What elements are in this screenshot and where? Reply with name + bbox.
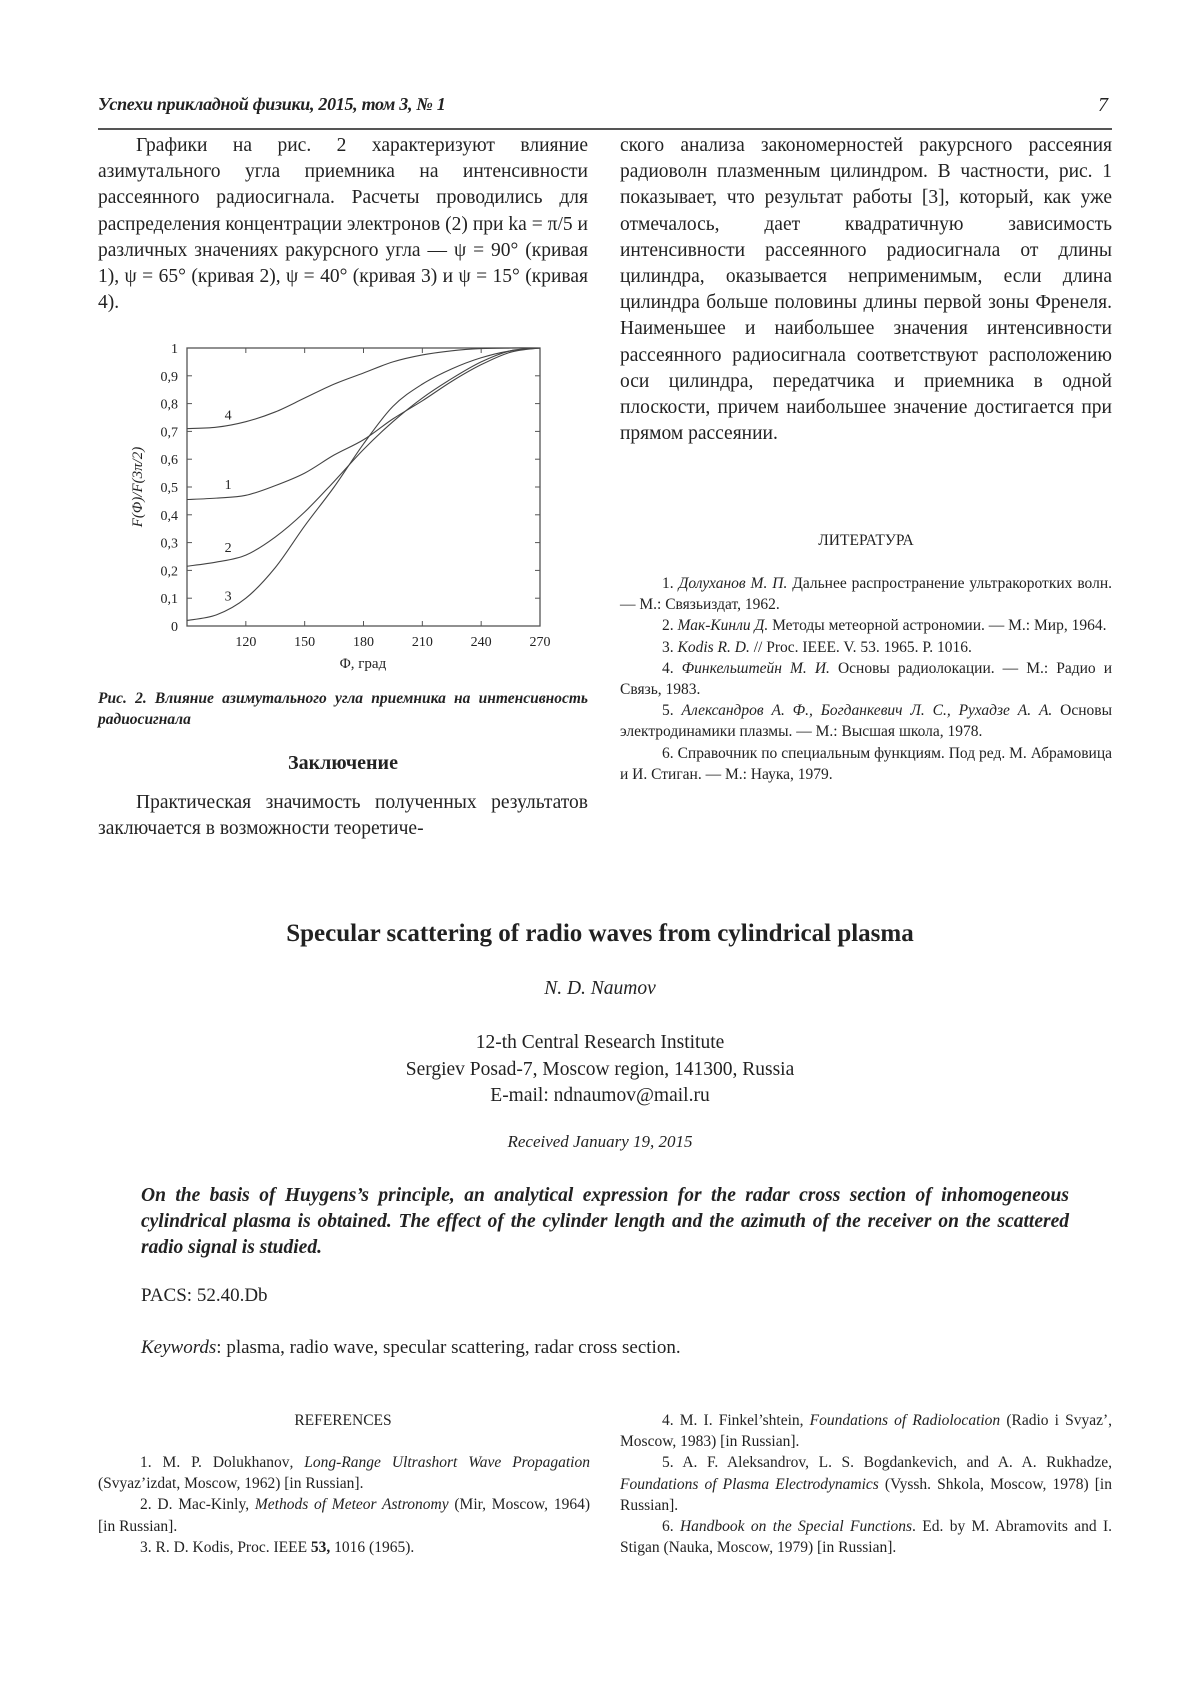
curve-label-3: 3 — [224, 589, 232, 605]
x-axis-label: Φ, град — [339, 656, 387, 672]
body-paragraph: ского анализа закономерностей ракурсного рассеяния радиоволн плазменным цилиндром. В частности, рис. 1 показывает, что результат работы [3], который, как уже отмечалось, дает квадратичную зависимость интенсивности рассеянного радиосигнала от длины цилиндра, оказывается неприменимым, если длина цилиндра больше половины длины первой зоны Френеля. Наименьшее и наибольшее значения интенсивности рассеянного радиосигнала соответствуют расположению оси цилиндра, передатчика и приемника в одной плоскости, причем наибольшее значение достигается при прямом рассеянии. — [620, 135, 1112, 445]
reference-author: Финкельштейн М. И. — [681, 659, 830, 677]
y-tick-label: 0,7 — [160, 425, 178, 441]
keywords — [141, 1337, 681, 1359]
reference-item: 1. Долуханов М. П. Дальнее распространение ультракоротких волн. — М.: Связьиздат, 1962. — [620, 575, 1113, 614]
page-number: 7 — [1098, 94, 1108, 116]
affiliation-email: E-mail: ndnaumov@mail.ru — [490, 1085, 710, 1106]
reference-item: 6. Справочник по специальным функциям. Под ред. М. Абрамовица и И. Стиган. — М.: Наука, 1979. — [620, 744, 1112, 783]
reference-item: 5. Александров А. Ф., Богданкевич Л. С., Рухадзе А. А. Основы электродинамики плазмы. — М.: Высшая школа, 1978. — [620, 702, 1112, 741]
data-curves — [187, 348, 540, 620]
curve-label-4: 4 — [224, 408, 232, 424]
section-heading-conclusion: Заключение — [288, 752, 398, 774]
russian-reference-list — [620, 573, 1112, 785]
x-tick-label: 270 — [529, 635, 551, 650]
reference-item: 3. Kodis R. D. // Proc. IEEE. V. 53. 1965. P. 1016. — [662, 638, 972, 656]
y-tick-label: 0,5 — [160, 481, 178, 496]
curve-4 — [187, 348, 540, 429]
reference-item: 5. A. F. Aleksandrov, L. S. Bogdankevich, and A. A. Rukhadze, Foundations of Plasma Electrodynamics (Vyssh. Shkola, Moscow, 1978) [in Russian]. — [620, 1454, 1112, 1514]
x-tick-labels — [235, 635, 550, 650]
reference-item: 1. M. P. Dolukhanov, Long-Range Ultrashort Wave Propagation (Svyaz’izdat, Moscow, 1962) [in Russian]. — [98, 1454, 590, 1493]
english-title: Specular scattering of radio waves from cylindrical plasma — [286, 920, 914, 947]
x-tick-label: 210 — [411, 635, 433, 650]
affiliation — [0, 1030, 1200, 1110]
figure-2-chart — [110, 335, 580, 675]
curve-3 — [187, 348, 540, 620]
journal-title: Успехи прикладной физики, 2015, том 3, № 1 — [98, 94, 446, 114]
x-axis-ticks — [246, 348, 540, 626]
x-tick-label: 240 — [470, 635, 492, 650]
references-heading: REFERENCES — [294, 1412, 392, 1429]
y-tick-labels — [161, 342, 179, 635]
x-tick-label: 150 — [294, 635, 316, 650]
reference-item: 2. Мак-Кинли Д. Методы метеорной астрономии. — М.: Мир, 1964. — [662, 617, 1107, 635]
reference-item: 4. Финкельштейн М. И. Основы радиолокации. — М.: Радио и Связь, 1983. — [620, 659, 1112, 699]
reference-item: 2. D. Mac-Kinly, Methods of Meteor Astronomy (Mir, Moscow, 1964) [in Russian]. — [98, 1496, 590, 1535]
reference-author: Долуханов М. П. — [678, 575, 788, 592]
reference-item: 4. M. I. Finkel’shtein, Foundations of Radiolocation (Radio i Svyaz’, Moscow, 1983) [in Russian]. — [620, 1412, 1112, 1451]
conclusion-text — [98, 790, 588, 842]
y-tick-label: 1 — [171, 342, 178, 357]
affiliation-address: Sergiev Posad-7, Moscow region, 141300, Russia — [405, 1058, 795, 1080]
y-tick-label: 0,6 — [160, 453, 178, 469]
keywords-label: Keywords — [141, 1337, 217, 1358]
reference-author: Kodis R. D. — [677, 638, 750, 656]
left-column-paragraph — [98, 133, 588, 316]
received-date: Received January 19, 2015 — [507, 1132, 693, 1151]
english-reference-list-right — [620, 1410, 1112, 1558]
reference-author: Мак-Кинли Д. — [677, 617, 769, 635]
curve-2 — [187, 348, 540, 566]
right-column-paragraph — [620, 133, 1112, 447]
y-tick-label: 0,4 — [160, 508, 178, 524]
curve-labels — [225, 409, 232, 605]
y-axis-label: F(Φ)/F(3π/2) — [130, 446, 146, 528]
body-paragraph: Графики на рис. 2 характеризуют влияние азимутального угла приемника на интенсивности рассеянного радиосигнала. Расчеты проводились для распределения концентрации электронов (2) при ka = π/5 и различных значениях ракурсного угла — ψ = 90° (кривая 1), ψ = 65° (кривая 2), ψ = 40° (кривая 3) и ψ = 15° (кривая 4). — [98, 135, 588, 314]
keywords-list: : plasma, radio wave, specular scattering, radar cross section. — [216, 1337, 681, 1358]
abstract: On the basis of Huygens’s principle, an analytical expression for the radar cross section of inhomogeneous cylindrical plasma is obtained. The effect of the cylinder length and the azimuth of the receiver on the scattered radio signal is studied. — [141, 1185, 1069, 1258]
y-tick-label: 0,1 — [160, 592, 178, 608]
reference-author: Александров А. Ф., Богданкевич Л. С., Рухадзе А. А. — [681, 702, 1053, 720]
x-tick-label: 120 — [235, 635, 257, 650]
curve-label-2: 2 — [224, 540, 232, 556]
curve-1 — [187, 348, 540, 500]
y-tick-label: 0,3 — [160, 536, 178, 552]
pacs-code: PACS: 52.40.Db — [141, 1285, 268, 1306]
literature-heading: ЛИТЕРАТУРА — [818, 532, 914, 549]
y-tick-label: 0,2 — [160, 564, 178, 580]
conclusion-paragraph: Практическая значимость полученных результатов заключается в возможности теоретиче- — [98, 792, 588, 839]
y-axis-ticks — [187, 348, 540, 626]
x-tick-label: 180 — [353, 635, 374, 650]
y-tick-label: 0,9 — [160, 369, 178, 385]
curve-label-1: 1 — [224, 478, 232, 494]
english-reference-list-left — [98, 1452, 590, 1558]
running-header — [98, 92, 1112, 130]
reference-item: 3. R. D. Kodis, Proc. IEEE 53, 1016 (1965). — [140, 1538, 415, 1556]
y-tick-label: 0 — [171, 620, 178, 635]
affiliation-institute: 12-th Central Research Institute — [475, 1032, 725, 1053]
figure-caption: Рис. 2. Влияние азимутального угла приемника на интенсивность радиосигнала — [98, 690, 588, 728]
plot-frame — [187, 348, 540, 626]
y-tick-label: 0,8 — [160, 397, 178, 413]
reference-item: 6. Handbook on the Special Functions. Ed. by M. Abramovits and I. Stigan (Nauka, Moscow, 1979) [in Russian]. — [620, 1518, 1113, 1557]
author-name: N. D. Naumov — [544, 978, 656, 999]
